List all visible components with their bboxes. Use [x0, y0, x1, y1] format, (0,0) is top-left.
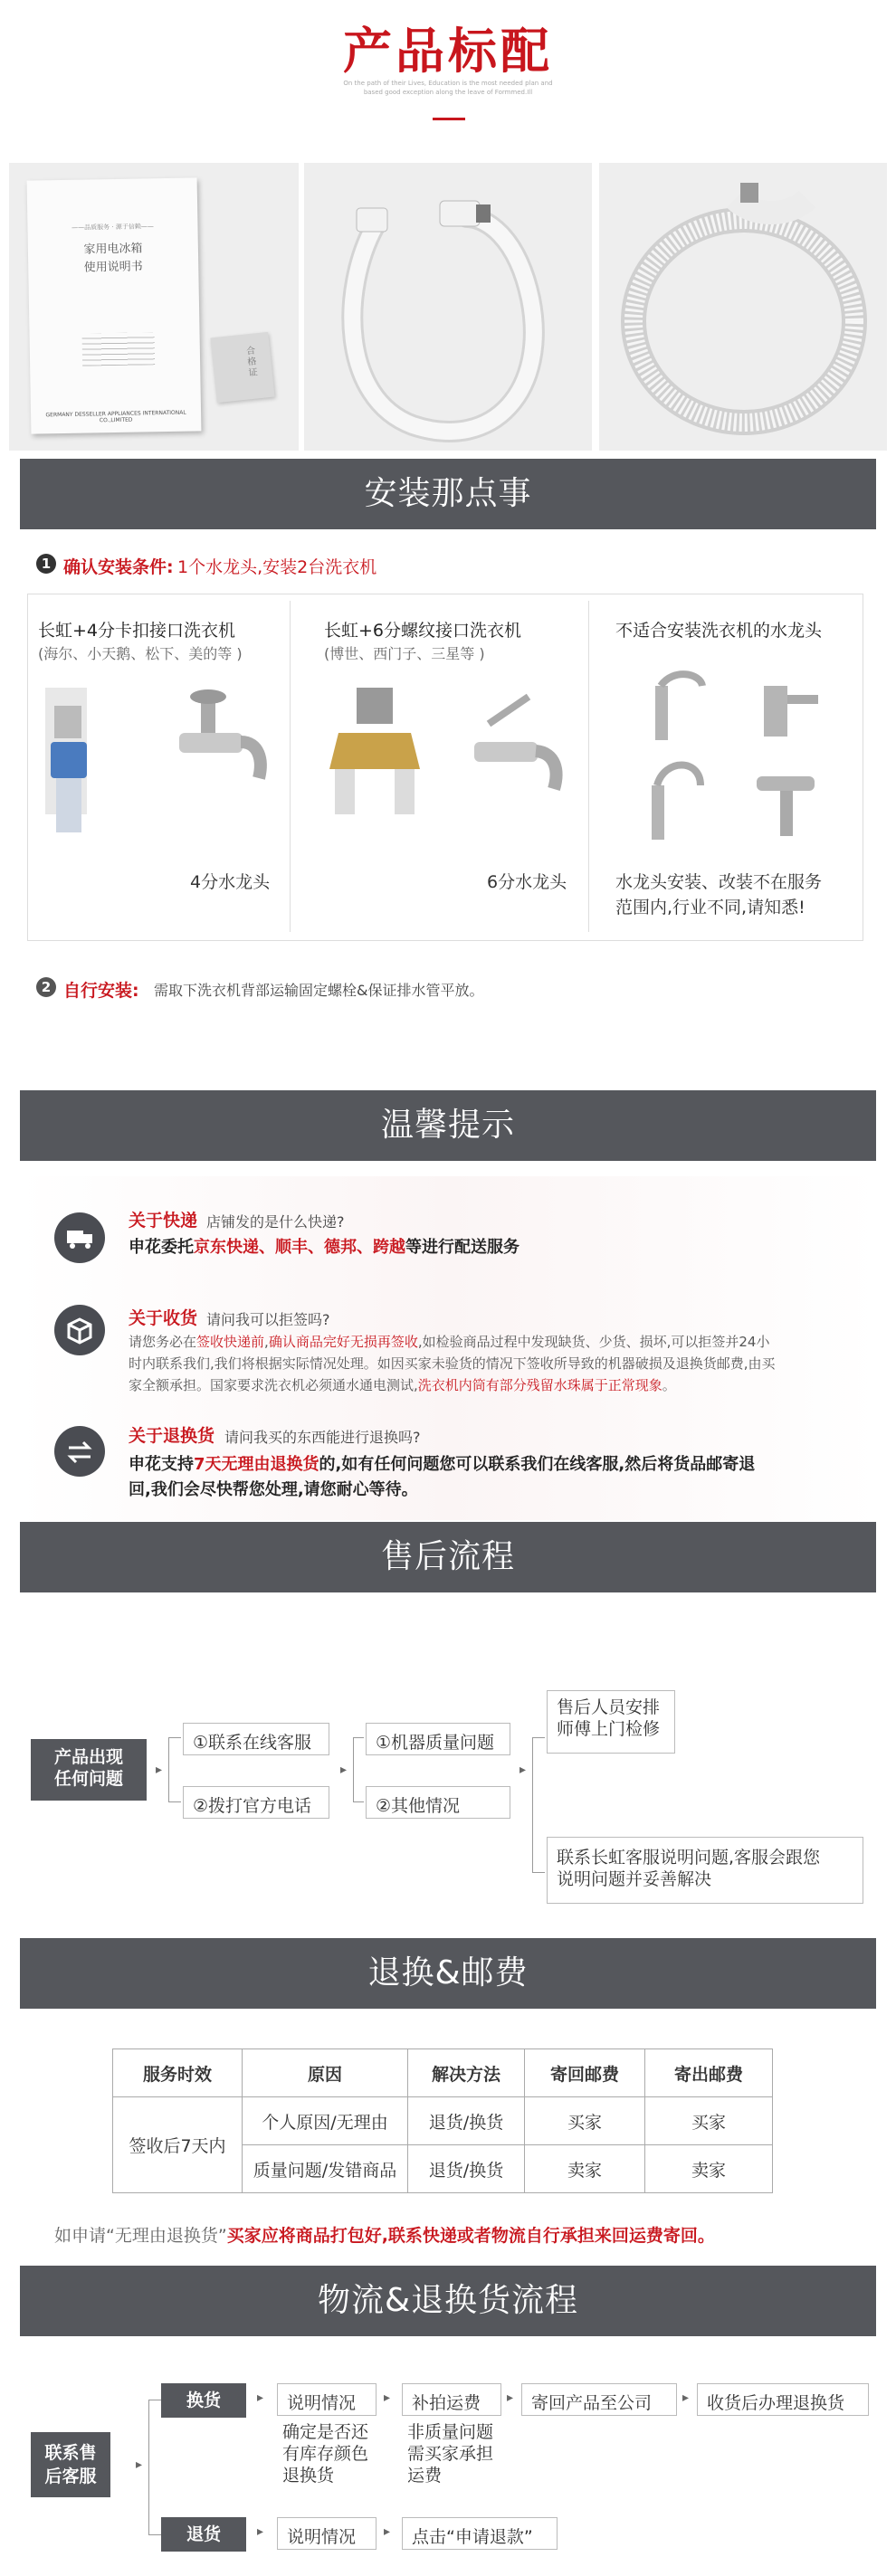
refund-arrow-2: ▸	[384, 2524, 391, 2539]
return-l1-a: 申花支持	[129, 1455, 194, 1474]
fee-period-cell: 签收后7天内	[113, 2097, 243, 2193]
logistics-start-l2: 后客服	[44, 2467, 97, 2486]
after-sale-start	[31, 1739, 147, 1801]
exchange-note-2	[407, 2421, 493, 2486]
exchange-arrow-4: ▸	[682, 2391, 690, 2405]
receipt-l1-b: 签收快递前	[196, 1334, 265, 1350]
manual-title-1: 家用电冰箱	[83, 242, 143, 257]
step-1-badge: 1	[36, 554, 56, 574]
fee-back-cell: 卖家	[525, 2145, 645, 2193]
return-l1-b: 7天无理由退换货	[194, 1455, 319, 1474]
col1-caption: 4分水龙头	[190, 872, 271, 892]
page-subtitle-2: based good exception along the leave of Formmed.Ill	[363, 89, 533, 96]
page-subtitle-1: On the path of their Lives, Education is the most needed plan and	[343, 80, 553, 87]
technician-visit	[547, 1690, 675, 1754]
page-title: 产品标配	[343, 23, 553, 80]
exchange-label: 换货	[161, 2383, 246, 2418]
delivery-question: 店铺发的是什么快递?	[206, 1213, 345, 1231]
col1-title: 长虹+4分卡扣接口洗衣机	[38, 621, 236, 641]
col2-caption: 6分水龙头	[487, 872, 567, 892]
exchange-arrow-3: ▸	[507, 2391, 514, 2405]
arrow-1: ▸	[156, 1763, 163, 1777]
photo-inlet-hose	[304, 163, 592, 451]
fee-note	[54, 2222, 715, 2247]
receipt-answer-line-1	[129, 1332, 769, 1351]
logistics-bracket-bot	[148, 2534, 161, 2535]
delivery-icon	[54, 1212, 105, 1263]
self-install-text: 需取下洗衣机背部运输固定螺栓&保证排水管平放。	[154, 982, 484, 999]
install-condition-label: 确认安装条件:	[63, 557, 174, 577]
return-question: 请问我买的东西能进行退换吗?	[224, 1429, 421, 1446]
delivery-answer-post: 等进行配送服务	[405, 1238, 519, 1257]
exchange-note-1-l2: 有库存颜色	[282, 2444, 369, 2464]
logistics-section-title: 物流&退换货流程	[20, 2266, 876, 2336]
bracket-3-v	[532, 1737, 533, 1873]
logistics-start-l1: 联系售	[44, 2443, 97, 2463]
drain-hose-svg	[599, 163, 887, 451]
return-l1-c: 的,如有任何问题您可以联系我们在线客服,然后将货品邮寄退	[319, 1455, 756, 1474]
col2-title: 长虹+6分螺纹接口洗衣机	[324, 621, 522, 641]
exchange-note-1-l3: 退换货	[282, 2466, 335, 2486]
return-icon	[54, 1426, 105, 1477]
exchange-step-pay-shipping: 补拍运费	[402, 2383, 501, 2416]
receipt-l1-c: ,	[264, 1334, 269, 1350]
install-section-title: 安装那点事	[20, 459, 876, 529]
table-row	[113, 2097, 773, 2145]
fee-note-pre: 如申请“无理由退换货”	[54, 2226, 227, 2246]
manual-lines	[82, 332, 156, 366]
exchange-note-2-l1: 非质量问题	[407, 2422, 494, 2442]
photo-manual	[9, 163, 299, 451]
receipt-l1-d: 确认商品完好无损再签收	[268, 1334, 418, 1350]
other-situation: ②其他情况	[366, 1786, 510, 1819]
fee-header-back: 寄回邮费	[525, 2049, 645, 2097]
logistics-bracket-v	[148, 2400, 149, 2535]
col2-faucet-illustration	[302, 670, 574, 851]
bracket-2-bot	[353, 1801, 364, 1802]
col3-caption-2: 范围内,行业不同,请知悉!	[615, 898, 805, 917]
fee-table-header	[113, 2049, 773, 2097]
certificate-text: 合格证	[245, 346, 259, 379]
receipt-question: 请问我可以拒签吗?	[206, 1311, 330, 1328]
bracket-1-bot	[168, 1801, 181, 1802]
tips-section-title: 温馨提示	[20, 1090, 876, 1161]
bracket-2-v	[353, 1737, 354, 1802]
arrow-3: ▸	[519, 1763, 527, 1777]
receipt-l1-a: 请您务必在	[129, 1334, 197, 1350]
technician-visit-l1: 售后人员安排	[557, 1697, 661, 1717]
after-sale-section-title: 售后流程	[20, 1522, 876, 1592]
receipt-label: 关于收货	[129, 1308, 198, 1328]
refund-label: 退货	[161, 2517, 246, 2552]
fee-back-cell: 买家	[525, 2097, 645, 2145]
machine-quality-issue: ①机器质量问题	[366, 1723, 510, 1755]
receipt-l1-e: ,如检验商品过程中发现缺货、少货、损坏,可以拒签并24小	[417, 1334, 770, 1350]
delivery-answer-pre: 申花委托	[129, 1238, 194, 1257]
fee-section-title: 退换&邮费	[20, 1938, 876, 2009]
photo-drain-hose	[599, 163, 887, 451]
bracket-3-bot	[532, 1872, 545, 1873]
after-sale-start-l1: 产品出现	[53, 1747, 123, 1767]
logistics-arrow-start: ▸	[136, 2457, 143, 2472]
self-install-label: 自行安装:	[63, 981, 139, 1001]
after-sale-start-l2: 任何问题	[53, 1769, 123, 1789]
exchange-note-1	[282, 2421, 368, 2486]
col3-caption-1: 水龙头安装、改装不在服务	[615, 872, 823, 892]
contact-online-service: ①联系在线客服	[183, 1723, 329, 1755]
bracket-1-v	[168, 1737, 169, 1802]
technician-visit-l2: 师傅上门检修	[557, 1719, 661, 1739]
fee-reason-cell: 个人原因/无理由	[243, 2097, 408, 2145]
delivery-answer	[129, 1234, 519, 1258]
return-answer-line-2: 回,我们会尽快帮您处理,请您耐心等待。	[129, 1480, 418, 1499]
col1-faucet-illustration	[33, 670, 295, 851]
fee-header-period: 服务时效	[113, 2049, 243, 2097]
fee-header-reason: 原因	[243, 2049, 408, 2097]
refund-step-apply: 点击“申请退款”	[402, 2517, 558, 2550]
manual-top-line: ——品质服务 · 源于信赖——	[71, 223, 154, 232]
exchange-step-process: 收货后办理退换货	[697, 2383, 869, 2416]
arrow-2: ▸	[340, 1763, 348, 1777]
receipt-answer-line-2: 时内联系我们,我们将根据实际情况处理。如因买家未验货的情况下签收所导致的机器破损及退换货邮费,由买	[129, 1355, 776, 1372]
install-condition-text: 1个水龙头,安装2台洗衣机	[177, 557, 377, 577]
delivery-answer-couriers: 京东快递、顺丰、德邦、跨越	[194, 1238, 405, 1257]
exchange-note-1-l1: 确定是否还	[282, 2422, 369, 2442]
receipt-answer-line-3	[129, 1375, 676, 1394]
manual-bottom: GERMANY DESSELLER APPLIANCES INTERNATIONAL CO.,LIMITED	[45, 409, 186, 424]
receipt-l3-a: 家全额承担。国家要求洗衣机必须通水通电测试,	[129, 1377, 418, 1393]
col2-subtitle: (博世、西门子、三星等 )	[324, 645, 485, 662]
exchange-step-explain: 说明情况	[277, 2383, 377, 2416]
col3-title: 不适合安装洗衣机的水龙头	[615, 621, 823, 641]
fee-header-method: 解决方法	[408, 2049, 525, 2097]
certificate-card	[210, 332, 274, 403]
refund-arrow-1: ▸	[257, 2524, 264, 2539]
return-label: 关于退换货	[129, 1426, 215, 1446]
fee-note-red: 买家应将商品打包好,联系快递或者物流自行承担来回运费寄回。	[226, 2226, 715, 2246]
receipt-l3-b: 洗衣机内筒有部分残留水珠属于正常现象	[417, 1377, 662, 1393]
bracket-1-top	[168, 1737, 181, 1738]
return-answer-line-1	[129, 1451, 755, 1475]
col1-subtitle: (海尔、小天鹅、松下、美的等 )	[38, 645, 243, 662]
inlet-hose-svg	[304, 163, 592, 451]
exchange-step-send-back: 寄回产品至公司	[521, 2383, 677, 2416]
install-divider-2	[588, 601, 589, 932]
contact-service-explain	[547, 1837, 863, 1904]
call-official-phone: ②拨打官方电话	[183, 1786, 329, 1819]
delivery-label: 关于快递	[129, 1211, 198, 1231]
contact-service-l2: 说明问题并妥善解决	[557, 1869, 712, 1889]
fee-table	[112, 2048, 773, 2193]
exchange-note-2-l3: 运费	[407, 2466, 443, 2486]
receipt-icon	[54, 1305, 105, 1355]
manual-title-2: 使用说明书	[83, 260, 143, 275]
refund-step-explain: 说明情况	[277, 2517, 377, 2550]
logistics-start	[31, 2432, 110, 2497]
contact-service-l1: 联系长虹客服说明问题,客服会跟您	[557, 1848, 821, 1868]
col3-faucets-illustration	[601, 659, 863, 858]
fee-out-cell: 卖家	[645, 2145, 773, 2193]
fee-header-out: 寄出邮费	[645, 2049, 773, 2097]
step-2-badge: 2	[36, 977, 56, 997]
exchange-arrow-1: ▸	[257, 2391, 264, 2405]
title-underline	[433, 118, 465, 120]
bracket-3-top	[532, 1737, 545, 1738]
fee-reason-cell: 质量问题/发错商品	[243, 2145, 408, 2193]
fee-method-cell: 退货/换货	[408, 2097, 525, 2145]
bracket-2-top	[353, 1737, 364, 1738]
fee-out-cell: 买家	[645, 2097, 773, 2145]
exchange-arrow-2: ▸	[384, 2391, 391, 2405]
receipt-l3-c: 。	[662, 1377, 676, 1393]
exchange-note-2-l2: 需买家承担	[407, 2444, 494, 2464]
fee-method-cell: 退货/换货	[408, 2145, 525, 2193]
manual-booklet	[27, 177, 202, 433]
